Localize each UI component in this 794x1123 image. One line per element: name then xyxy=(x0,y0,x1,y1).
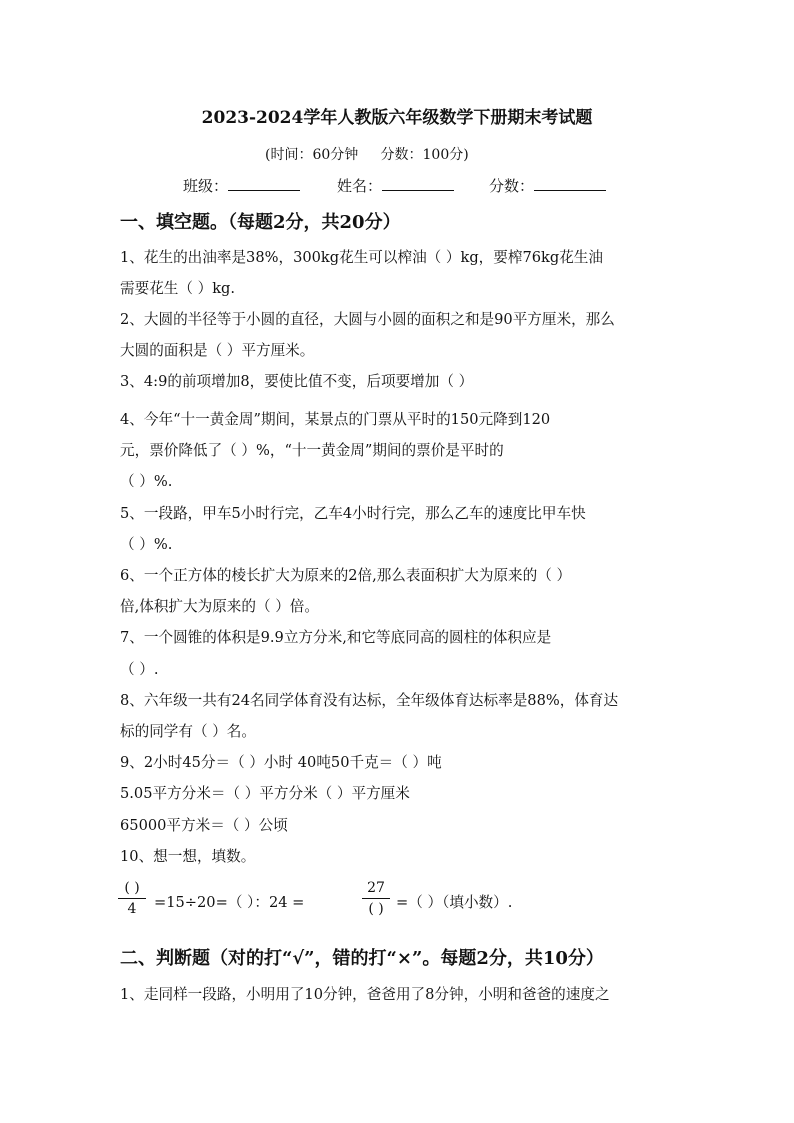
score-field xyxy=(489,175,606,196)
question-line: 大圆的面积是（ ）平方厘米。 xyxy=(120,342,315,359)
question-line: 8、六年级一共有24名同学体育没有达标，全年级体育达标率是88%，体育达 xyxy=(120,692,619,709)
question-line: 10、想一想，填数。 xyxy=(120,848,256,865)
question-line: 6、一个正方体的棱长扩大为原来的2倍,那么表面积扩大为原来的（ ） xyxy=(120,567,572,584)
score-label: 分数： xyxy=(489,177,535,195)
name-label: 姓名： xyxy=(337,177,383,195)
fraction-1-denominator: 4 xyxy=(127,901,137,917)
q10-middle: =15÷20=（ ）：24 = xyxy=(154,894,305,911)
class-label: 班级： xyxy=(183,177,229,195)
question-line: 5、一段路，甲车5小时行完，乙车4小时行完，那么乙车的速度比甲车快 xyxy=(120,505,586,522)
question-line: 5.05平方分米＝（ ）平方分米（ ）平方厘米 xyxy=(120,785,410,802)
fraction-1-bar xyxy=(118,898,146,899)
question-line: （ ）%. xyxy=(120,473,173,490)
question-line: （ ）. xyxy=(120,661,159,678)
name-field xyxy=(337,175,454,196)
q10-tail: =（ ）（填小数）. xyxy=(396,894,513,911)
question-line: 1、花生的出油率是38%，300kg花生可以榨油（ ）kg，要榨76kg花生油 xyxy=(120,249,603,266)
class-field xyxy=(183,175,300,196)
question-line: 1、走同样一段路，小明用了10分钟，爸爸用了8分钟，小明和爸爸的速度之 xyxy=(120,986,610,1003)
exam-subtitle: (时间：60分钟 分数：100分) xyxy=(265,147,469,163)
section1-heading: 一、填空题。（每题2分，共20分） xyxy=(120,212,401,233)
question-line: 7、一个圆锥的体积是9.9立方分米,和它等底同高的圆柱的体积应是 xyxy=(120,629,552,646)
question-line: 9、2小时45分＝（ ）小时 40吨50千克＝（ ）吨 xyxy=(120,754,442,771)
question-line: 4、今年“十一黄金周”期间，某景点的门票从平时的150元降到120 xyxy=(120,411,551,428)
question-line: 65000平方米＝（ ）公顷 xyxy=(120,817,288,834)
question-line: 3、4:9的前项增加8，要使比值不变，后项要增加（ ） xyxy=(120,373,474,390)
fraction-1 xyxy=(118,880,146,917)
fraction-2-bar xyxy=(362,898,390,899)
question-line: 需要花生（ ）kg. xyxy=(120,280,236,297)
name-blank[interactable] xyxy=(382,176,454,191)
fraction-2 xyxy=(362,880,390,917)
score-blank[interactable] xyxy=(534,176,606,191)
class-blank[interactable] xyxy=(228,176,300,191)
question-line: 倍,体积扩大为原来的（ ）倍。 xyxy=(120,598,319,615)
question-line: （ ）%. xyxy=(120,536,173,553)
exam-title: 2023-2024学年人教版六年级数学下册期末考试题 xyxy=(201,108,593,128)
fraction-1-numerator[interactable]: ( ) xyxy=(124,880,140,896)
question-line: 标的同学有（ ）名。 xyxy=(120,723,256,740)
fraction-2-denominator[interactable]: ( ) xyxy=(368,901,384,917)
question-line: 2、大圆的半径等于小圆的直径，大圆与小圆的面积之和是90平方厘米，那么 xyxy=(120,311,615,328)
question-line: 元，票价降低了（ ）%，“十一黄金周”期间的票价是平时的 xyxy=(120,442,504,459)
fraction-2-numerator: 27 xyxy=(367,880,385,896)
section2-heading: 二、判断题（对的打“√”，错的打“×”。每题2分，共10分） xyxy=(120,948,604,969)
